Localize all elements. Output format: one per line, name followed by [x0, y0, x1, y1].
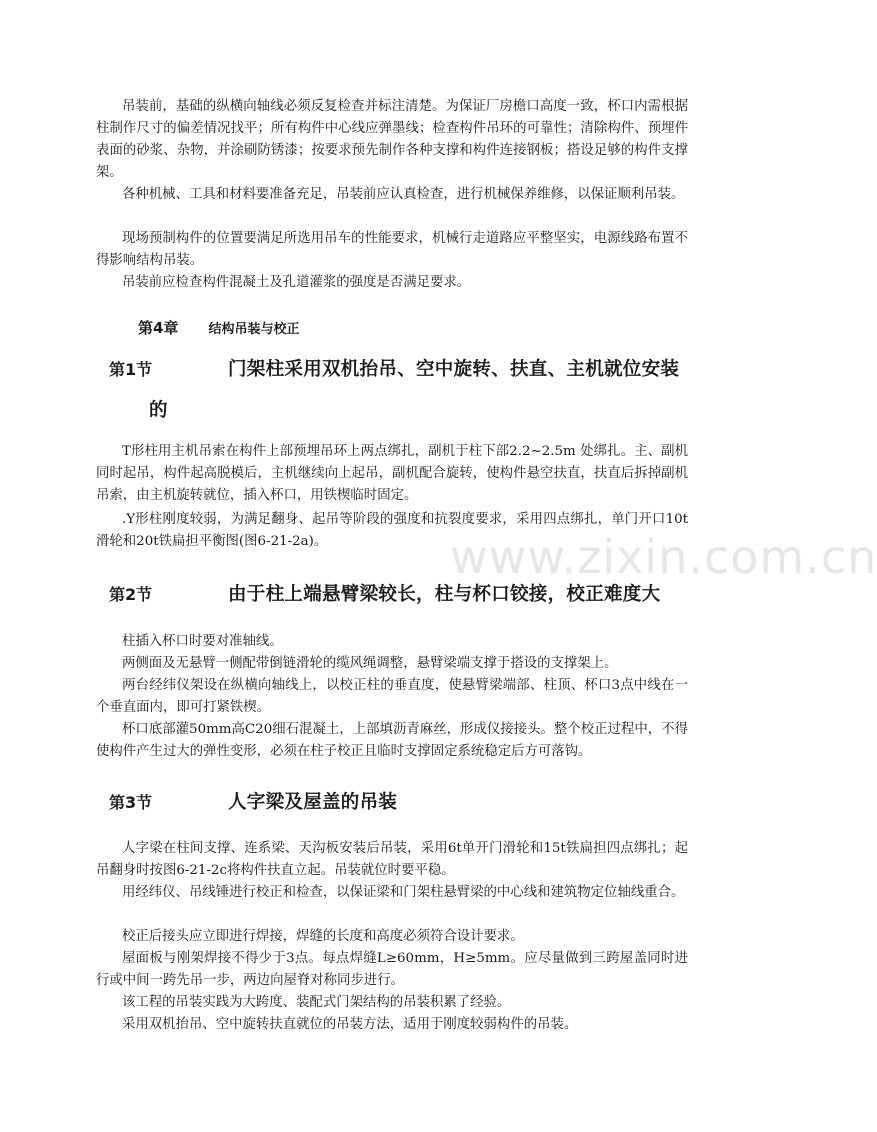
- section-2-number: 第2节: [109, 585, 153, 604]
- section-3-title: 人字梁及屋盖的吊装: [228, 792, 398, 813]
- section-2-paragraph-3: 两台经纬仪架设在纵横向轴线上，以校正柱的垂直度，使悬臂梁端部、柱顶、杯口3点中线在一个垂直面内，即可打紧铁楔。: [96, 678, 688, 715]
- section-3-paragraph-3: 校正后接头应立即进行焊接，焊缝的长度和高度必须符合设计要求。: [122, 929, 524, 944]
- section-3-paragraph-1: 人字梁在柱间支撑、连系梁、天沟板安装后吊装，采用6t单开门滑轮和15t铁扁担四点绑扎；起吊翻身时按图6-21-2c将构件扶直立起。吊装就位时要平稳。: [96, 841, 688, 878]
- intro-paragraph-1: 吊装前，基础的纵横向轴线必须反复检查并标注清楚。为保证厂房檐口高度一致，杯口内需根据柱制作尺寸的偏差情况找平；所有构件中心线应弹墨线；检查构件吊环的可靠性；清除构件、预埋件表面的砂浆、杂物，并涂刷防锈漆；按要求预先制作各种支撑和构件连接钢板；搭设足够的构件支撑架。: [96, 99, 688, 180]
- chapter-title: 结构吊装与校正: [208, 322, 300, 337]
- section-2-paragraph-4: 杯口底部灌50mm高C20细石混凝土，上部填沥青麻丝，形成仪接接头。整个校正过程中，不得使构件产生过大的弹性变形，必须在柱子校正且临时支撑固定系统稳定后方可落钩。: [96, 722, 688, 759]
- section-3-paragraph-2: 用经纬仪、吊线锤进行校正和检查，以保证梁和门架柱悬臂梁的中心线和建筑物定位轴线重合。: [122, 885, 685, 900]
- section-1-paragraph-1: T形柱用主机吊索在构件上部预埋吊环上两点绑扎，副机于柱下部2.2~2.5m 处绑扎。主、副机同时起吊，构件起高脱模后，主机继续向上起吊，副机配合旋转，使构件悬空扶直，扶直后拆掉副机吊索，由主机旋转就位，插入杯口，用铁楔临时固定。: [96, 444, 688, 503]
- section-1-number: 第1节: [109, 360, 153, 379]
- intro-paragraph-2: 各种机械、工具和材料要准备充足，吊装前应认真检查，进行机械保养维修，以保证顺利吊装。: [122, 187, 685, 202]
- section-3-paragraph-5: 该工程的吊装实践为大跨度、装配式门架结构的吊装积累了经验。: [122, 995, 511, 1010]
- watermark: www.zixin.com.cn: [450, 530, 877, 584]
- section-3-paragraph-4: 屋面板与刚架焊接不得少于3点。每点焊缝L≥60mm，H≥5mm。应尽量做到三跨屋盖同时进行或中间一跨先吊一步，两边向屋脊对称同步进行。: [96, 951, 688, 988]
- section-2-title: 由于柱上端悬臂梁较长，柱与杯口铰接，校正难度大: [228, 584, 661, 605]
- section-1-title-continued: 的: [149, 400, 168, 421]
- intro-paragraph-3: 现场预制构件的位置要满足所选用吊车的性能要求，机械行走道路应平整坚实，电源线路布置不得影响结构吊装。: [96, 231, 688, 268]
- section-3-paragraph-6: 采用双机抬吊、空中旋转扶直就位的吊装方法，适用于刚度较弱构件的吊装。: [122, 1017, 578, 1032]
- section-3-number: 第3节: [109, 793, 153, 812]
- intro-paragraph-4: 吊装前应检查构件混凝土及孔道灌浆的强度是否满足要求。: [122, 275, 471, 290]
- section-1-title: 门架柱采用双机抬吊、空中旋转、扶直、主机就位安装: [228, 359, 680, 380]
- section-2-paragraph-1: 柱插入杯口时要对准轴线。: [122, 634, 283, 649]
- chapter-number: 第4章: [138, 319, 179, 337]
- section-2-paragraph-2: 两侧面及无悬臂一侧配带倒链滑轮的缆风绳调整，悬臂梁端支撑于搭设的支撑架上。: [122, 656, 618, 671]
- section-1-paragraph-2: .Y形柱刚度较弱，为满足翻身、起吊等阶段的强度和抗裂度要求，采用四点绑扎，单门开口10t滑轮和20t铁扁担平衡图(图6-21-2a)。: [96, 512, 688, 549]
- chapter-heading: [138, 317, 299, 338]
